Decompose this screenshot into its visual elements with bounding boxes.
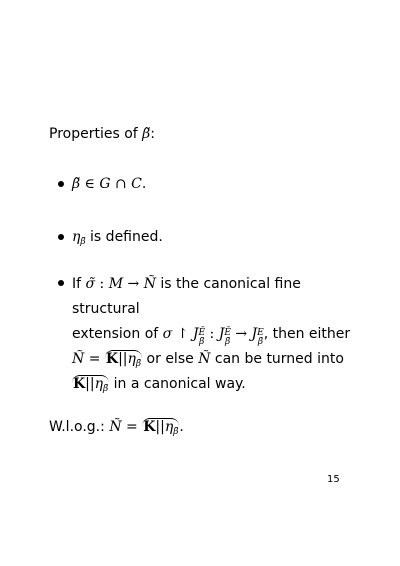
bullet-item-beta-membership: [58, 173, 368, 195]
j-superscript: Ē: [224, 328, 231, 338]
bullet-dot: [58, 181, 64, 187]
element-of-symbol: ∈: [80, 176, 100, 192]
wlog-prefix: W.l.o.g.:: [49, 419, 110, 435]
eta-subscript: β̃: [103, 384, 109, 394]
eta-symbol: η: [164, 419, 174, 435]
eta-symbol: η: [72, 229, 81, 245]
equals-sign: =: [121, 419, 143, 435]
bullet-body: [72, 226, 368, 253]
equals-sign: =: [84, 351, 105, 367]
line-2: [72, 322, 368, 347]
bullet-body: [72, 173, 368, 195]
n-tilde-symbol: Ñ: [72, 351, 85, 367]
arrow: →: [123, 276, 144, 292]
restriction-bars: ||: [155, 419, 165, 435]
bullet-body: [72, 272, 368, 397]
bullet-dot: [58, 280, 64, 286]
text-canonical: is the canonical fine structural: [72, 276, 301, 317]
restriction-bars: ||: [118, 351, 128, 367]
line-3: [72, 347, 368, 372]
bullet-dot: [58, 234, 64, 240]
eta-subscript: β̃: [135, 359, 142, 369]
period: .: [179, 419, 184, 435]
j-scripts: [224, 329, 231, 347]
line-1: [72, 272, 368, 322]
n-tilde-symbol: Ñ: [143, 276, 156, 292]
page-number: 15: [327, 474, 340, 485]
text-if: If: [72, 276, 86, 292]
n-tilde-symbol: Ñ: [198, 351, 211, 367]
heading-prefix: Properties of: [49, 126, 143, 142]
j-symbol: J: [251, 326, 258, 342]
text-or-else: or else: [142, 351, 199, 367]
j-superscript: E: [257, 328, 264, 338]
k-bold-symbol: K: [143, 419, 156, 435]
j-subscript: β̄: [199, 337, 205, 347]
sigma-tilde-symbol: σ̃: [85, 276, 96, 292]
text-can-be-turned: can be turned into: [210, 351, 344, 367]
k-bold-symbol: K: [105, 351, 119, 367]
arrow: →: [230, 326, 252, 342]
bullet-item-eta-defined: [58, 226, 368, 253]
text-then-either: , then either: [263, 326, 351, 342]
eta-subscript: β̃: [80, 237, 86, 247]
heading-suffix: :: [150, 126, 155, 142]
slide-heading: [49, 124, 155, 144]
bullet-item-canonical-extension: [58, 272, 368, 397]
text-extension: extension of: [72, 326, 163, 342]
period: .: [141, 176, 147, 192]
heading-beta-symbol: β̃: [142, 126, 151, 142]
sigma-symbol: σ: [162, 326, 173, 342]
eta-subscript: β̃: [173, 427, 179, 437]
wlog-statement: [49, 416, 184, 440]
restriction-symbol: ↾: [172, 326, 193, 342]
j-subscript: β̃: [225, 337, 231, 347]
eta-symbol: η: [94, 376, 103, 392]
bullet-text: is defined.: [85, 229, 163, 245]
k-hat-expression: [142, 418, 179, 440]
j-symbol: J: [192, 326, 199, 342]
set-expression: G ∩ C: [99, 176, 142, 192]
k-bold-symbol: K: [73, 376, 86, 392]
line-4: [72, 372, 368, 397]
j-subscript: β̃: [257, 337, 264, 347]
colon: :: [205, 326, 219, 342]
k-hat-expression: [105, 350, 142, 372]
restriction-bars: ||: [85, 376, 95, 392]
colon: :: [95, 276, 109, 292]
j-superscript: Ē: [198, 328, 206, 338]
j-scripts: [257, 329, 264, 347]
model-m: M: [108, 276, 124, 292]
beta-symbol: β̃: [72, 176, 81, 192]
j-symbol: J: [218, 326, 225, 342]
k-hat-expression: [72, 375, 109, 397]
eta-symbol: η: [127, 351, 136, 367]
n-tilde-symbol: Ñ: [109, 419, 122, 435]
text-canonical-way: in a canonical way.: [109, 376, 246, 392]
